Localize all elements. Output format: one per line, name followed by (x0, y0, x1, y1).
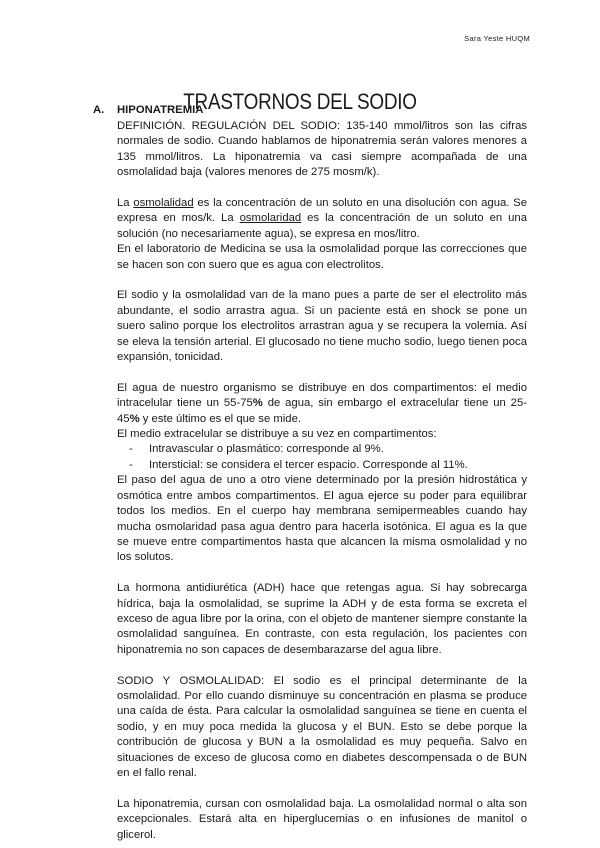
term-osmolalidad: osmolalidad (133, 197, 194, 210)
text-run: El agua de nuestro organismo se distribuye en dos compartimentos: el medio intracelular tiene un 55-75 (117, 381, 527, 410)
list-item: - Intersticial: se considera el tercer espacio. Corresponde al 11%. (129, 458, 527, 473)
document-title: TRASTORNOS DEL SODIO (183, 88, 417, 114)
compartment-list (117, 442, 527, 473)
text-run: es la concentración de un soluto en una disolución con agua. Se expresa en mos/k. La (117, 197, 527, 225)
paragraph-compartments (117, 381, 527, 427)
section-title: HIPONATREMIA (117, 104, 204, 116)
paragraph-sodium-osmolality: SODIO Y OSMOLALIDAD: El sodio es el principal determinante de la osmolalidad. Por ello cuando disminuye su concentración en plasma se produce una caída de ésta. Para calcular la osmolalidad sanguínea se tiene en cuenta el sodio, y en muy poca medida la glucosa y el BUN. Esto se debe porque la contribución de glucosa y BUN a la osmolalidad es muy pequeña. Salvo en situaciones de exceso de glucosa como en diabetes descompensada o de BUN en el fallo renal. (117, 674, 527, 779)
text-run: % (129, 412, 140, 425)
paragraph-water-transfer: El paso del agua de uno a otro viene determinado por la presión hidrostática y osmótica entre ambos compartimentos. El agua ejerce su poder para equilibrar todos los medios. En el cuerpo hay membrana semipermeables cuando hay mucha osmolaridad pasa agua dentro para hacerla isotónica. El agua es la que se mueve entre compartimentos hasta que alcancen la misma osmolalidad y no los solutos. (117, 474, 527, 564)
text-run: y este último es el que se mide. (139, 412, 301, 425)
term-osmolaridad: osmolaridad (239, 212, 302, 225)
text-run: % (252, 397, 263, 410)
paragraph-laboratory: En el laboratorio de Medicina se usa la osmolalidad porque las correcciones que se hacen son con suero que es agua con electrolitos. (117, 243, 527, 271)
paragraph-definition: DEFINICIÓN. REGULACIÓN DEL SODIO: 135-140 mmol/litros son las cifras normales de sodio. Cuando hablamos de hiponatremia serán valores menores a 135 mmol/litros. La hiponatremia va casi siempre acompañada de una osmolalidad baja (valores menores de 275 mosm/k). (117, 120, 527, 179)
paragraph-extracellular: El medio extracelular se distribuye a su vez en compartimentos: (117, 428, 437, 441)
section-heading (93, 104, 203, 116)
paragraph-sodium-water: El sodio y la osmolalidad van de la mano pues a parte de ser el electrolito más abundante, el sodio arrastra agua. Si un paciente está en shock se pone un suero salino porque los electrolitos arrastran agua y se recupera la volemia. Así se eleva la tensión arterial. El glucosado no tiene mucho sodio, luego tienen poca expansión, tonicidad. (117, 289, 527, 364)
paragraph-osmolality (117, 196, 527, 242)
text-run: de agua, sin embargo el extracelular tiene un 25-45 (117, 397, 527, 425)
paragraph-hyponatremia-osmolality: La hiponatremia, cursan con osmolalidad baja. La osmolalidad normal o alta son excepcionales. Estará alta en hiperglucemias o en infusiones de manitol o glicerol. (117, 797, 527, 841)
text-run: es la concentración de un soluto en una solución (no necesariamente agua), se expresa en mos/litro. (117, 212, 527, 240)
list-item: - Intravascular o plasmático: corresponde al 9%. (129, 442, 527, 457)
author-name: Sara Yeste HUQM (464, 34, 530, 43)
document-body (117, 119, 527, 843)
paragraph-adh: La hormona antidiurética (ADH) hace que retengas agua. Si hay sobrecarga hídrica, baja la osmolalidad, se suprime la ADH y de esta forma se excreta el exceso de agua libre por la orina, con el objeto de mantener siempre constante la osmolalidad sanguínea. En contraste, con esta regulación, los pacientes con hiponatremia no son capaces de desembarazarse del agua libre. (117, 582, 527, 656)
section-letter: A. (93, 104, 105, 116)
text-run: La (117, 197, 134, 210)
